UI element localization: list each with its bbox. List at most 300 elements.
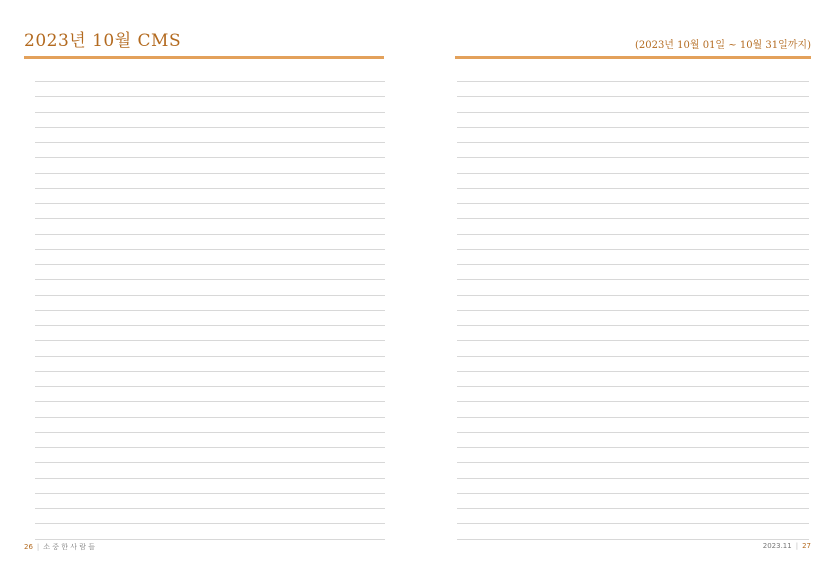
donor-entry (35, 387, 79, 402)
donor-row (457, 402, 809, 417)
donor-entry (658, 295, 708, 310)
donor-entry (558, 402, 608, 417)
donor-entry (35, 432, 79, 447)
donor-row (457, 219, 809, 234)
donor-entry (210, 234, 254, 249)
donor-entry (123, 493, 167, 508)
donor-entry (759, 82, 809, 97)
donor-row (457, 188, 809, 203)
donor-entry (35, 524, 79, 540)
donor-row (35, 97, 385, 112)
page-subtitle: (2023년 10월 01일 ~ 10월 31일까지) (634, 40, 811, 51)
donor-entry (759, 310, 809, 325)
donor-entry (558, 249, 608, 264)
donor-entry (254, 249, 298, 264)
donor-entry (35, 127, 79, 142)
donor-entry (759, 173, 809, 188)
donor-entry (298, 97, 342, 112)
donor-entry (558, 448, 608, 463)
donor-entry (254, 371, 298, 386)
donor-entry (457, 341, 507, 356)
donor-entry (35, 82, 79, 97)
page-title: 2023년 10월 CMS (24, 31, 182, 51)
donor-entry (708, 127, 758, 142)
donor-entry (759, 219, 809, 234)
donor-entry (658, 387, 708, 402)
donor-entry (658, 402, 708, 417)
donor-entry (210, 265, 254, 280)
donor-entry (708, 265, 758, 280)
donor-entry (558, 204, 608, 219)
donor-entry (166, 249, 210, 264)
donor-entry (79, 341, 123, 356)
donor-entry (123, 417, 167, 432)
donor-entry (658, 432, 708, 447)
donor-entry (254, 509, 298, 524)
donor-entry (759, 295, 809, 310)
donor-entry (759, 280, 809, 295)
donor-entry (759, 143, 809, 158)
donor-entry (658, 371, 708, 386)
donor-row (457, 295, 809, 310)
donor-entry (298, 478, 342, 493)
donor-entry (123, 371, 167, 386)
donor-entry (507, 112, 557, 127)
donor-entry (507, 463, 557, 478)
donor-row (35, 158, 385, 173)
donor-row (35, 478, 385, 493)
donor-entry (457, 74, 507, 82)
donor-entry (658, 310, 708, 325)
donor-entry (759, 524, 809, 540)
donor-entry (123, 326, 167, 341)
donor-entry (79, 295, 123, 310)
donor-entry (341, 356, 385, 371)
donor-entry (708, 326, 758, 341)
donor-entry (608, 249, 658, 264)
donor-entry (507, 387, 557, 402)
donor-entry (298, 326, 342, 341)
donor-entry (79, 97, 123, 112)
donor-entry (708, 478, 758, 493)
donor-entry (210, 173, 254, 188)
donor-row (35, 112, 385, 127)
donor-row (35, 219, 385, 234)
donor-entry (658, 173, 708, 188)
donor-entry (457, 219, 507, 234)
donor-entry (35, 402, 79, 417)
donor-entry (558, 356, 608, 371)
donor-entry (210, 326, 254, 341)
donor-row (35, 341, 385, 356)
donor-row (457, 280, 809, 295)
donor-row (457, 249, 809, 264)
donor-entry (708, 280, 758, 295)
donor-entry (254, 417, 298, 432)
donor-entry (507, 326, 557, 341)
donor-entry (608, 143, 658, 158)
donor-entry (298, 112, 342, 127)
donor-row (35, 310, 385, 325)
donor-entry (759, 463, 809, 478)
donor-row (457, 417, 809, 432)
donor-entry (608, 341, 658, 356)
donor-row (457, 478, 809, 493)
donor-entry (608, 82, 658, 97)
donor-entry (608, 524, 658, 540)
donor-entry (341, 341, 385, 356)
donor-entry (507, 74, 557, 82)
donor-entry (35, 143, 79, 158)
donor-entry (608, 478, 658, 493)
donor-entry (457, 234, 507, 249)
donor-entry (708, 387, 758, 402)
donor-row (35, 173, 385, 188)
donor-entry (341, 280, 385, 295)
donor-entry (608, 448, 658, 463)
donor-row (457, 143, 809, 158)
donor-entry (35, 280, 79, 295)
donor-entry (123, 509, 167, 524)
donor-entry (166, 326, 210, 341)
donor-entry (457, 509, 507, 524)
donor-entry (507, 82, 557, 97)
donor-entry (558, 326, 608, 341)
donor-row (35, 265, 385, 280)
donor-entry (79, 463, 123, 478)
donor-entry (35, 478, 79, 493)
donor-entry (708, 524, 758, 540)
donor-entry (123, 463, 167, 478)
donor-entry (507, 371, 557, 386)
donor-entry (123, 341, 167, 356)
donor-entry (558, 280, 608, 295)
donor-entry (507, 234, 557, 249)
donor-entry (759, 127, 809, 142)
footer-left: 26 | 소 중 한 사 람 들 (24, 543, 95, 551)
donor-entry (254, 158, 298, 173)
donor-entry (298, 219, 342, 234)
donor-row (35, 509, 385, 524)
donor-entry (35, 219, 79, 234)
donor-entry (166, 97, 210, 112)
donor-entry (507, 188, 557, 203)
donor-entry (341, 326, 385, 341)
donor-entry (79, 158, 123, 173)
donor-entry (658, 188, 708, 203)
donor-entry (558, 417, 608, 432)
donor-entry (708, 143, 758, 158)
donor-entry (507, 402, 557, 417)
donor-entry (658, 127, 708, 142)
donor-entry (166, 448, 210, 463)
donor-row (457, 326, 809, 341)
donor-entry (608, 371, 658, 386)
donor-entry (507, 493, 557, 508)
donor-entry (507, 143, 557, 158)
donor-entry (341, 188, 385, 203)
donor-entry (759, 509, 809, 524)
donor-entry (298, 234, 342, 249)
donor-entry (35, 356, 79, 371)
donor-entry (35, 173, 79, 188)
donor-entry (123, 402, 167, 417)
donor-row (457, 265, 809, 280)
donor-row (35, 234, 385, 249)
donor-entry (457, 265, 507, 280)
donor-entry (254, 493, 298, 508)
donor-row (457, 356, 809, 371)
donor-entry (254, 265, 298, 280)
donor-row (457, 127, 809, 142)
donor-row (457, 204, 809, 219)
donor-entry (79, 204, 123, 219)
donor-entry (341, 234, 385, 249)
donor-entry (558, 310, 608, 325)
donor-row (457, 310, 809, 325)
donor-entry (254, 204, 298, 219)
donor-entry (457, 82, 507, 97)
donor-entry (658, 417, 708, 432)
donor-entry (35, 204, 79, 219)
donor-entry (35, 158, 79, 173)
donor-entry (558, 524, 608, 540)
donor-entry (79, 265, 123, 280)
donor-entry (341, 493, 385, 508)
donor-entry (457, 127, 507, 142)
donor-entry (507, 478, 557, 493)
donor-entry (123, 188, 167, 203)
donor-row (35, 127, 385, 142)
donor-entry (457, 310, 507, 325)
donor-entry (507, 509, 557, 524)
donor-entry (79, 387, 123, 402)
donor-entry (608, 432, 658, 447)
donor-entry (341, 74, 385, 82)
donor-entry (254, 341, 298, 356)
donor-entry (254, 463, 298, 478)
donor-row (457, 82, 809, 97)
donor-entry (298, 402, 342, 417)
donor-entry (507, 204, 557, 219)
donor-entry (507, 295, 557, 310)
donor-entry (608, 280, 658, 295)
donor-entry (166, 493, 210, 508)
donor-entry (298, 74, 342, 82)
donor-entry (79, 356, 123, 371)
donor-entry (298, 448, 342, 463)
donor-entry (35, 265, 79, 280)
donor-entry (708, 417, 758, 432)
donor-entry (341, 158, 385, 173)
donor-row (35, 463, 385, 478)
donor-entry (210, 356, 254, 371)
donor-entry (457, 204, 507, 219)
donor-entry (210, 158, 254, 173)
donor-entry (507, 432, 557, 447)
donor-entry (298, 280, 342, 295)
donor-entry (759, 371, 809, 386)
donor-entry (608, 127, 658, 142)
donor-entry (79, 112, 123, 127)
donor-entry (608, 310, 658, 325)
donor-entry (123, 127, 167, 142)
donor-entry (166, 280, 210, 295)
footer-right: 2023.11 | 27 (762, 542, 811, 550)
donor-row (35, 295, 385, 310)
donor-row (35, 280, 385, 295)
donor-entry (35, 188, 79, 203)
donor-entry (254, 280, 298, 295)
donor-entry (759, 478, 809, 493)
donor-entry (79, 509, 123, 524)
footer-section-label: 소 중 한 사 람 들 (43, 543, 95, 551)
donor-entry (79, 249, 123, 264)
donor-entry (166, 234, 210, 249)
donor-entry (298, 509, 342, 524)
donor-row (35, 143, 385, 158)
donor-entry (558, 97, 608, 112)
donor-entry (457, 356, 507, 371)
donor-entry (708, 97, 758, 112)
donor-entry (35, 326, 79, 341)
donor-entry (123, 448, 167, 463)
donor-entry (457, 524, 507, 540)
donor-entry (708, 82, 758, 97)
donor-entry (123, 310, 167, 325)
donor-entry (608, 173, 658, 188)
donor-entry (35, 112, 79, 127)
donor-entry (210, 112, 254, 127)
donor-entry (457, 432, 507, 447)
donor-entry (298, 204, 342, 219)
donor-entry (708, 356, 758, 371)
donor-entry (759, 417, 809, 432)
donor-entry (457, 463, 507, 478)
donor-entry (708, 463, 758, 478)
donor-entry (658, 493, 708, 508)
donor-entry (254, 82, 298, 97)
donor-entry (457, 417, 507, 432)
donor-entry (210, 493, 254, 508)
donor-entry (298, 493, 342, 508)
donor-entry (457, 249, 507, 264)
donor-row (35, 188, 385, 203)
donor-entry (123, 173, 167, 188)
donor-entry (79, 478, 123, 493)
donor-entry (210, 295, 254, 310)
donor-entry (298, 463, 342, 478)
donor-entry (254, 97, 298, 112)
donor-entry (166, 341, 210, 356)
donor-entry (558, 371, 608, 386)
donor-entry (658, 341, 708, 356)
donor-entry (457, 173, 507, 188)
donor-entry (708, 432, 758, 447)
donor-row (457, 448, 809, 463)
donor-entry (166, 402, 210, 417)
donor-entry (79, 417, 123, 432)
donor-entry (558, 188, 608, 203)
donor-entry (558, 432, 608, 447)
donor-entry (298, 341, 342, 356)
donor-entry (658, 326, 708, 341)
donor-entry (341, 310, 385, 325)
donor-entry (341, 463, 385, 478)
donor-entry (457, 326, 507, 341)
donor-entry (298, 188, 342, 203)
donor-entry (79, 74, 123, 82)
donor-entry (507, 127, 557, 142)
donor-entry (608, 402, 658, 417)
donor-entry (210, 127, 254, 142)
donor-entry (608, 509, 658, 524)
donor-entry (558, 173, 608, 188)
donor-entry (79, 82, 123, 97)
donor-entry (608, 295, 658, 310)
donor-entry (35, 371, 79, 386)
donor-entry (79, 143, 123, 158)
donor-row (457, 432, 809, 447)
donor-entry (210, 74, 254, 82)
donor-entry (457, 387, 507, 402)
donor-entry (457, 97, 507, 112)
donor-entry (79, 280, 123, 295)
donor-entry (759, 448, 809, 463)
donor-entry (166, 112, 210, 127)
donor-entry (658, 509, 708, 524)
donor-entry (608, 74, 658, 82)
page-number-right: 27 (802, 542, 811, 550)
donor-row (35, 74, 385, 82)
donor-entry (166, 509, 210, 524)
donor-entry (658, 143, 708, 158)
donor-entry (166, 432, 210, 447)
donor-entry (457, 478, 507, 493)
donor-entry (759, 402, 809, 417)
donor-entry (708, 371, 758, 386)
donor-entry (123, 219, 167, 234)
donor-entry (507, 356, 557, 371)
donor-entry (608, 97, 658, 112)
donor-entry (210, 432, 254, 447)
donor-entry (254, 402, 298, 417)
donor-entry (341, 97, 385, 112)
donor-entry (608, 158, 658, 173)
donor-entry (210, 341, 254, 356)
donor-entry (658, 97, 708, 112)
donor-row (457, 158, 809, 173)
donor-entry (457, 158, 507, 173)
donor-entry (608, 356, 658, 371)
donor-entry (35, 463, 79, 478)
donor-entry (35, 341, 79, 356)
donor-entry (79, 432, 123, 447)
donor-row (35, 432, 385, 447)
donor-entry (708, 74, 758, 82)
donor-entry (35, 417, 79, 432)
donor-entry (166, 387, 210, 402)
donor-entry (79, 524, 123, 540)
donor-entry (79, 448, 123, 463)
donor-entry (123, 204, 167, 219)
donor-entry (166, 188, 210, 203)
donor-entry (658, 158, 708, 173)
donor-entry (210, 387, 254, 402)
donor-entry (759, 493, 809, 508)
donor-entry (79, 173, 123, 188)
donor-entry (210, 280, 254, 295)
